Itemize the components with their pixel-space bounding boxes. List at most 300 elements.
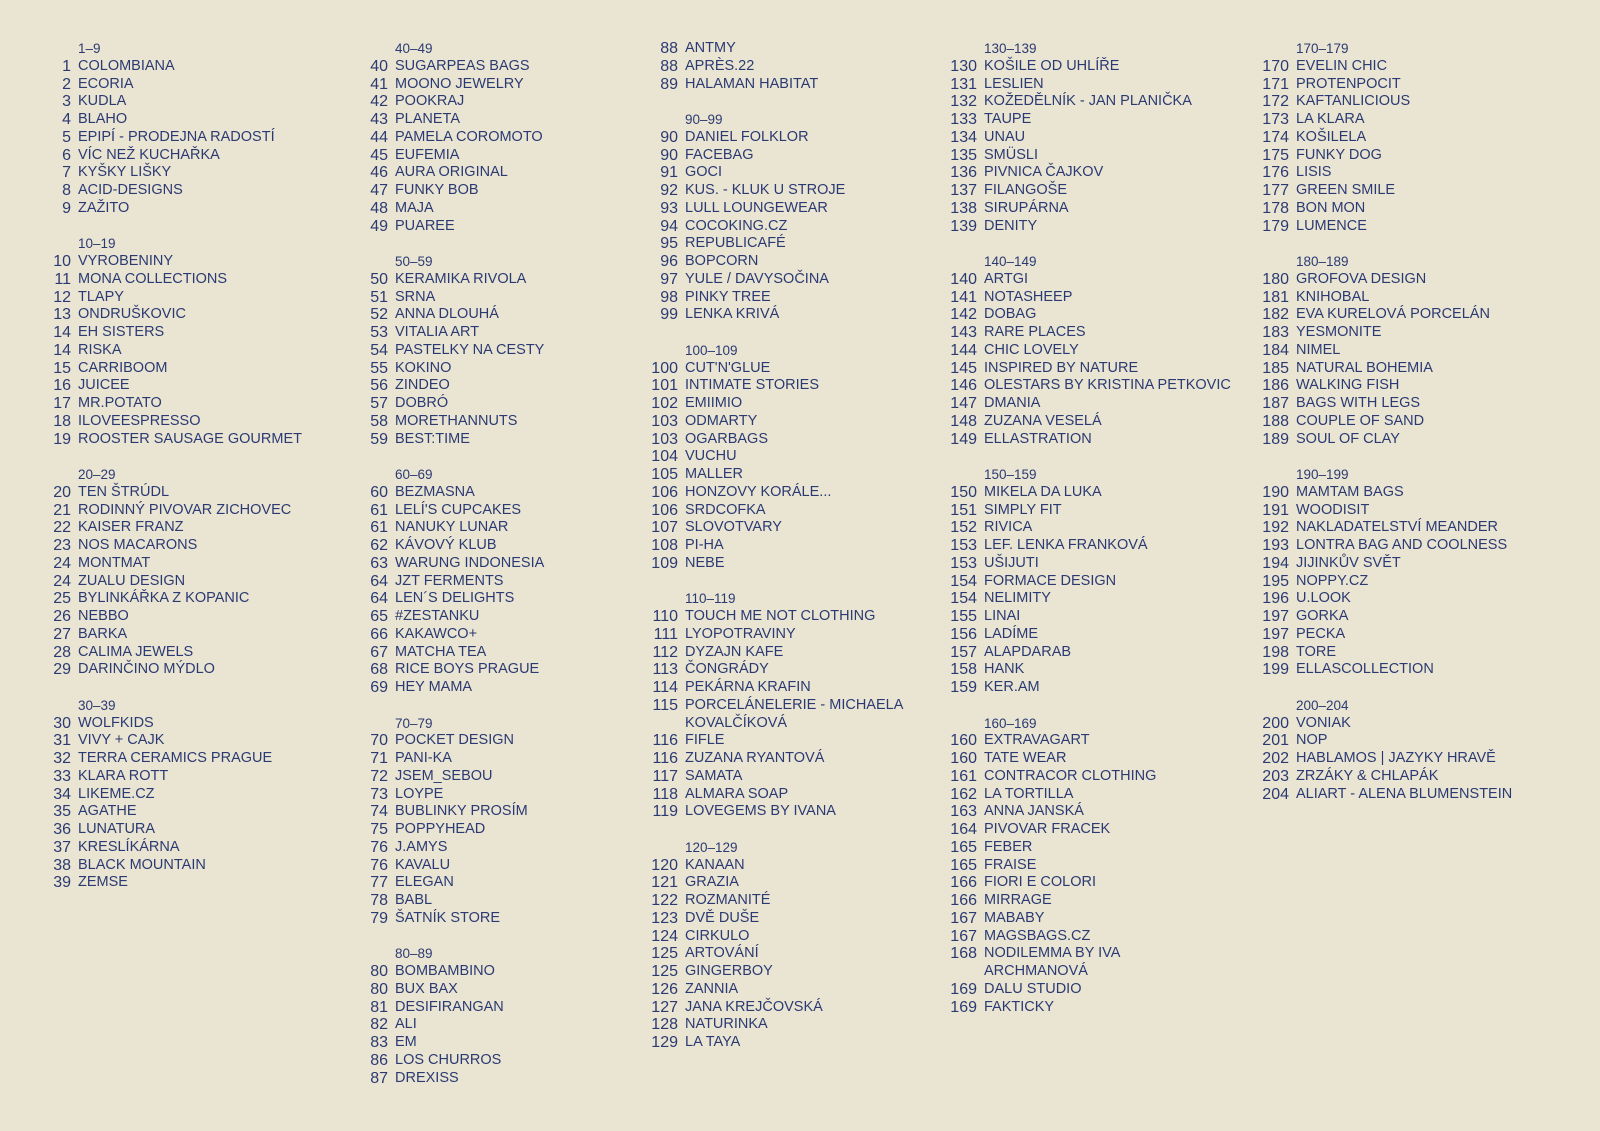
item-number: 149	[950, 430, 977, 448]
item-name: VIVY + CAJK	[78, 732, 165, 749]
item-number: 92	[660, 182, 678, 199]
item-name: NODILEMMA BY IVA ARCHMANOVÁ	[984, 945, 1120, 979]
item-number: 141	[950, 288, 977, 306]
item-name: LESLIEN	[984, 75, 1044, 92]
item-name: NEBE	[685, 554, 725, 571]
item-name: FEBER	[984, 838, 1033, 855]
item-name: ELEGAN	[395, 874, 454, 891]
item-name: EH SISTERS	[78, 324, 165, 340]
item-name: POOKRAJ	[395, 93, 465, 110]
item-name: ALAPDARAB	[984, 643, 1072, 660]
item-number: 95	[660, 235, 678, 253]
item-name: KOŠILE OD UHLÍŘE	[984, 57, 1120, 74]
item-number: 28	[53, 643, 71, 661]
item-number: 34	[53, 785, 71, 803]
item-name: PAMELA COROMOTO	[395, 128, 543, 145]
item-name: MAGSBAGS.CZ	[984, 927, 1091, 944]
item-name: REPUBLICAFÉ	[685, 235, 786, 252]
item-number: 167	[950, 927, 977, 945]
item-name: GROFOVA DESIGN	[1296, 270, 1427, 287]
item-number: 166	[950, 892, 977, 909]
item-number: 202	[1262, 750, 1289, 767]
item-name: KOŠILELA	[1296, 128, 1367, 145]
item-number: 36	[53, 821, 71, 838]
item-number: 88	[660, 40, 678, 57]
item-name: PIVOVAR FRACEK	[984, 821, 1111, 837]
item-number: 39	[53, 874, 71, 892]
item-number: 107	[651, 519, 678, 537]
item-name: PANI-KA	[395, 750, 452, 766]
item-number: 156	[950, 625, 977, 643]
item-name: TERRA CERAMICS PRAGUE	[78, 750, 273, 766]
item-number: 116	[652, 750, 678, 767]
item-number: 151	[950, 501, 977, 519]
item-name: CONTRACOR CLOTHING	[984, 767, 1157, 784]
item-name: APRÈS.22	[685, 57, 755, 74]
item-number: 80	[370, 980, 388, 998]
item-name: ANNA JANSKÁ	[984, 803, 1084, 820]
range-heading-text: 120–129	[685, 839, 738, 855]
item-number: 19	[53, 430, 71, 448]
item-number: 31	[53, 732, 71, 750]
item-number: 14	[53, 324, 71, 341]
item-name: MALLER	[685, 466, 744, 482]
item-name: ECORIA	[78, 75, 134, 92]
item-number: 77	[370, 874, 388, 892]
item-name: NOS MACARONS	[78, 537, 198, 553]
item-number: 45	[370, 146, 388, 164]
item-number: 70	[370, 732, 388, 750]
item-number: 10	[53, 253, 71, 270]
item-number: 159	[950, 679, 977, 696]
item-name: TAUPE	[984, 111, 1032, 127]
item-number: 64	[370, 590, 388, 608]
item-number: 40	[370, 57, 388, 75]
item-name: LOVEGEMS BY IVANA	[685, 803, 836, 820]
item-number: 66	[370, 625, 388, 643]
item-name: MORETHANNUTS	[395, 412, 518, 429]
item-name: ELLASTRATION	[984, 430, 1092, 447]
item-number: 33	[53, 767, 71, 785]
item-name: LADÍME	[984, 625, 1038, 642]
item-number: 177	[1262, 182, 1289, 199]
item-number: 169	[950, 998, 977, 1016]
item-name: COLOMBIANA	[78, 57, 175, 74]
item-number: 56	[370, 377, 388, 395]
item-number: 190	[1262, 483, 1289, 501]
item-number: 54	[370, 341, 388, 359]
range-heading-text: 40–49	[395, 41, 433, 56]
item-name: FILANGOŠE	[984, 182, 1067, 198]
item-name: FIFLE	[685, 732, 725, 749]
item-number: 68	[370, 661, 388, 679]
item-number: 55	[370, 359, 388, 377]
item-name: NELIMITY	[984, 590, 1051, 607]
item-number: 158	[950, 661, 977, 679]
item-name: ALIART - ALENA BLUMENSTEIN	[1296, 785, 1513, 802]
item-name: PEKÁRNA KRAFIN	[685, 679, 811, 695]
item-name: LUNATURA	[78, 821, 156, 837]
range-heading-text: 130–139	[984, 41, 1037, 56]
item-name: HALAMAN HABITAT	[685, 75, 819, 92]
item-name: GOCI	[685, 164, 723, 181]
item-number: 112	[652, 643, 678, 661]
item-number: 165	[950, 838, 977, 856]
item-name: NANUKY LUNAR	[395, 519, 509, 536]
item-name: LISIS	[1296, 164, 1332, 181]
item-number: 91	[660, 164, 678, 182]
item-name: ZAŽITO	[78, 199, 130, 216]
item-number: 114	[652, 679, 678, 696]
item-number: 37	[53, 838, 71, 856]
item-name: ROOSTER SAUSAGE GOURMET	[78, 430, 302, 447]
item-number: 115	[652, 696, 678, 714]
item-number: 143	[950, 324, 977, 341]
item-number: 59	[370, 430, 388, 448]
item-number: 14	[53, 341, 71, 359]
item-number: 164	[950, 821, 977, 838]
item-number: 174	[1262, 128, 1289, 146]
item-number: 172	[1262, 93, 1289, 111]
item-name: EMIIMIO	[685, 395, 743, 411]
item-number: 132	[950, 93, 977, 111]
item-name: WOLFKIDS	[78, 714, 154, 731]
item-number: 103	[651, 430, 678, 448]
item-number: 79	[370, 909, 388, 927]
item-name: SRNA	[395, 288, 436, 305]
item-number: 200	[1262, 714, 1289, 732]
item-number: 152	[950, 519, 977, 537]
item-name: LINAI	[984, 608, 1021, 624]
item-number: 150	[950, 483, 977, 501]
item-number: 173	[1262, 111, 1289, 128]
item-name: FUNKY BOB	[395, 182, 479, 198]
item-name: GREEN SMILE	[1296, 182, 1396, 198]
item-name: TLAPY	[78, 288, 124, 305]
item-number: 183	[1262, 324, 1289, 341]
item-name: YESMONITE	[1296, 324, 1382, 340]
item-number: 101	[651, 377, 678, 395]
item-name: BEZMASNA	[395, 483, 475, 500]
range-heading-text: 1–9	[78, 41, 101, 56]
item-name: NIMEL	[1296, 341, 1341, 358]
item-name: ELLASCOLLECTION	[1296, 661, 1434, 678]
item-number: 30	[53, 714, 71, 732]
item-name: ILOVEESPRESSO	[78, 412, 201, 429]
item-number: 139	[950, 217, 977, 235]
item-number: 170	[1262, 57, 1289, 75]
item-name: KÁVOVÝ KLUB	[395, 537, 497, 553]
item-name: DALU STUDIO	[984, 980, 1082, 997]
item-number: 15	[53, 359, 71, 377]
item-name: LUMENCE	[1296, 217, 1367, 234]
item-number: 104	[651, 448, 678, 466]
item-number: 153	[950, 554, 977, 572]
item-name: WARUNG INDONESIA	[395, 554, 545, 571]
item-number: 20	[53, 483, 71, 501]
item-name: HABLAMOS | JAZYKY HRAVĚ	[1296, 750, 1496, 766]
item-name: PASTELKY NA CESTY	[395, 341, 545, 358]
range-heading-text: 60–69	[395, 467, 433, 482]
item-number: 126	[651, 980, 678, 998]
item-number: 110	[652, 608, 678, 625]
item-name: PROTENPOCIT	[1296, 75, 1401, 92]
item-name: DREXISS	[395, 1069, 459, 1086]
item-number: 109	[651, 554, 678, 572]
item-number: 134	[950, 128, 977, 146]
item-number: 160	[950, 732, 977, 750]
item-number: 199	[1262, 661, 1289, 679]
item-name: DYZAJN KAFE	[685, 643, 784, 660]
item-name: SIRUPÁRNA	[984, 199, 1069, 216]
item-number: 12	[53, 288, 71, 306]
item-number: 13	[53, 306, 71, 324]
item-name: ALMARA SOAP	[685, 785, 789, 802]
item-name: SRDCOFKA	[685, 501, 766, 518]
item-name: BON MON	[1296, 199, 1366, 216]
item-number: 171	[1262, 75, 1289, 93]
item-name: BYLINKÁŘKA Z KOPANIC	[78, 590, 250, 607]
item-name: ZUZANA RYANTOVÁ	[685, 750, 825, 766]
item-name: DVĚ DUŠE	[685, 909, 760, 926]
item-number: 2	[62, 75, 71, 93]
item-name: POPPYHEAD	[395, 821, 486, 837]
item-number: 62	[370, 537, 388, 554]
item-name: VYROBENINY	[78, 253, 174, 269]
item-number: 74	[370, 803, 388, 821]
item-number: 21	[53, 501, 71, 519]
item-name: FAKTICKY	[984, 998, 1055, 1015]
range-heading-text: 20–29	[78, 467, 116, 482]
item-name: DANIEL FOLKLOR	[685, 128, 809, 145]
item-number: 184	[1262, 341, 1289, 359]
item-name: BABL	[395, 892, 433, 908]
item-number: 160	[950, 750, 977, 767]
item-name: DARINČINO MÝDLO	[78, 661, 215, 678]
item-name: LIKEME.CZ	[78, 785, 155, 802]
item-name: KOKINO	[395, 359, 452, 376]
item-name: TEN ŠTRÚDL	[78, 483, 170, 500]
item-number: 24	[53, 572, 71, 590]
item-name: LULL LOUNGEWEAR	[685, 199, 828, 216]
item-name: BOPCORN	[685, 253, 759, 269]
item-number: 131	[950, 75, 977, 93]
item-number: 90	[660, 128, 678, 146]
item-number: 102	[651, 395, 678, 412]
item-name: ALI	[395, 1016, 417, 1033]
item-number: 67	[370, 643, 388, 661]
item-name: COCOKING.CZ	[685, 217, 788, 234]
range-heading-text: 110–119	[685, 591, 736, 607]
item-number: 129	[651, 1034, 678, 1051]
item-number: 198	[1262, 643, 1289, 661]
item-number: 98	[660, 288, 678, 306]
item-number: 116	[652, 732, 678, 750]
item-number: 166	[950, 874, 977, 892]
item-name: INSPIRED BY NATURE	[984, 359, 1139, 376]
item-name: KAFTANLICIOUS	[1296, 93, 1411, 110]
item-number: 72	[370, 767, 388, 785]
item-name: JUICEE	[78, 377, 130, 394]
item-number: 83	[370, 1034, 388, 1051]
item-number: 88	[660, 57, 678, 75]
item-name: HANK	[984, 661, 1025, 678]
item-number: 29	[53, 661, 71, 679]
item-name: CALIMA JEWELS	[78, 643, 194, 660]
item-name: LOS CHURROS	[395, 1051, 502, 1068]
item-name: WOODISIT	[1296, 501, 1370, 518]
item-number: 86	[370, 1051, 388, 1069]
item-number: 127	[651, 998, 678, 1016]
item-number: 133	[950, 111, 977, 128]
item-name: KYŠKY LIŠKY	[78, 164, 172, 181]
item-number: 8	[62, 182, 71, 199]
item-name: NAKLADATELSTVÍ MEANDER	[1296, 519, 1498, 536]
range-heading-text: 80–89	[395, 946, 433, 962]
item-name: MAJA	[395, 199, 434, 216]
item-number: 191	[1262, 501, 1289, 519]
item-name: NOP	[1296, 732, 1328, 749]
item-name: KANAAN	[685, 856, 745, 873]
item-name: FUNKY DOG	[1296, 146, 1382, 163]
item-name: KAISER FRANZ	[78, 519, 184, 536]
item-name: ZRZÁKY & CHLAPÁK	[1296, 767, 1439, 784]
item-number: 87	[370, 1069, 388, 1087]
item-name: ANNA DLOUHÁ	[395, 306, 499, 323]
item-name: NOTASHEEP	[984, 288, 1073, 305]
range-heading-text: 140–149	[984, 254, 1037, 269]
item-name: PORCELÁNELERIE - MICHAELA KOVALČÍKOVÁ	[685, 696, 903, 731]
item-number: 125	[651, 945, 678, 963]
item-name: LONTRA BAG AND COOLNESS	[1296, 537, 1508, 553]
item-number: 5	[62, 128, 71, 146]
range-heading-text: 180–189	[1296, 254, 1349, 269]
item-name: BUBLINKY PROSÍM	[395, 803, 528, 820]
item-name: PIVNICA ČAJKOV	[984, 164, 1104, 181]
item-name: BUX BAX	[395, 980, 458, 997]
item-number: 43	[370, 111, 388, 128]
item-number: 105	[651, 466, 678, 483]
item-name: U.LOOK	[1296, 590, 1351, 607]
item-number: 106	[651, 501, 678, 519]
item-number: 89	[660, 75, 678, 93]
item-name: MR.POTATO	[78, 395, 162, 411]
item-number: 168	[950, 945, 977, 963]
item-name: UNAU	[984, 128, 1026, 145]
item-number: 16	[53, 377, 71, 395]
item-number: 23	[53, 537, 71, 554]
item-number: 179	[1262, 217, 1289, 235]
item-name: ZINDEO	[395, 377, 450, 394]
item-name: DOBAG	[984, 306, 1037, 323]
item-number: 41	[370, 75, 388, 93]
item-name: ZUZANA VESELÁ	[984, 412, 1102, 429]
item-number: 76	[370, 838, 388, 856]
item-number: 165	[950, 856, 977, 874]
item-name: KAKAWCO+	[395, 625, 478, 642]
item-number: 130	[950, 57, 977, 75]
item-number: 197	[1262, 625, 1289, 643]
item-number: 93	[660, 199, 678, 217]
item-number: 48	[370, 199, 388, 217]
range-heading-text: 50–59	[395, 254, 433, 269]
item-name: ACID-DESIGNS	[78, 182, 183, 198]
item-number: 81	[370, 998, 388, 1016]
item-number: 78	[370, 892, 388, 909]
item-name: GINGERBOY	[685, 963, 773, 979]
item-name: FIORI E COLORI	[984, 874, 1096, 891]
item-name: ŠATNÍK STORE	[395, 909, 501, 926]
item-name: MABABY	[984, 909, 1045, 926]
item-number: 17	[53, 395, 71, 412]
item-number: 97	[660, 270, 678, 288]
item-number: 119	[652, 803, 678, 821]
item-name: DOBRÓ	[395, 395, 449, 411]
item-name: OGARBAGS	[685, 430, 768, 447]
item-name: ONDRUŠKOVIC	[78, 306, 186, 323]
item-name: JIJINKŮV SVĚT	[1296, 554, 1401, 571]
item-name: JANA KREJČOVSKÁ	[685, 998, 823, 1015]
item-number: 103	[651, 412, 678, 430]
item-name: BLACK MOUNTAIN	[78, 856, 206, 873]
item-number: 120	[651, 856, 678, 874]
item-number: 147	[950, 395, 977, 412]
item-number: 193	[1262, 537, 1289, 554]
item-number: 106	[651, 483, 678, 501]
item-number: 61	[370, 519, 388, 537]
item-name: CHIC LOVELY	[984, 341, 1079, 358]
item-number: 123	[651, 909, 678, 927]
item-name: MATCHA TEA	[395, 643, 487, 660]
item-number: 197	[1262, 608, 1289, 625]
item-number: 136	[950, 164, 977, 182]
item-number: 178	[1262, 199, 1289, 217]
item-name: OLESTARS BY KRISTINA PETKOVIC	[984, 377, 1231, 394]
item-number: 180	[1262, 270, 1289, 288]
item-name: SLOVOTVARY	[685, 519, 782, 536]
item-number: 26	[53, 608, 71, 625]
item-name: INTIMATE STORIES	[685, 377, 820, 394]
item-name: TOUCH ME NOT CLOTHING	[685, 608, 876, 624]
item-number: 94	[660, 217, 678, 235]
item-number: 64	[370, 572, 388, 590]
item-number: 189	[1262, 430, 1289, 448]
item-name: ZEMSE	[78, 874, 128, 891]
item-name: LA TAYA	[685, 1034, 741, 1050]
item-number: 44	[370, 128, 388, 146]
item-number: 111	[653, 625, 678, 643]
range-heading-text: 160–169	[984, 715, 1037, 731]
item-number: 3	[62, 93, 71, 111]
range-heading-text: 30–39	[78, 697, 116, 713]
range-heading-text: 170–179	[1296, 41, 1349, 56]
item-number: 117	[652, 767, 678, 785]
item-number: 25	[53, 590, 71, 608]
item-name: ODMARTY	[685, 412, 758, 429]
item-name: RODINNÝ PIVOVAR ZICHOVEC	[78, 501, 292, 518]
item-number: 204	[1262, 785, 1289, 803]
item-number: 182	[1262, 306, 1289, 324]
item-number: 122	[651, 892, 678, 909]
item-name: VITALIA ART	[395, 324, 480, 340]
item-number: 73	[370, 785, 388, 803]
range-heading-text: 100–109	[685, 342, 738, 358]
item-name: AGATHE	[78, 803, 137, 820]
item-name: MONA COLLECTIONS	[78, 270, 228, 287]
item-name: JZT FERMENTS	[395, 572, 504, 589]
item-number: 138	[950, 199, 977, 217]
item-name: DMANIA	[984, 395, 1041, 411]
